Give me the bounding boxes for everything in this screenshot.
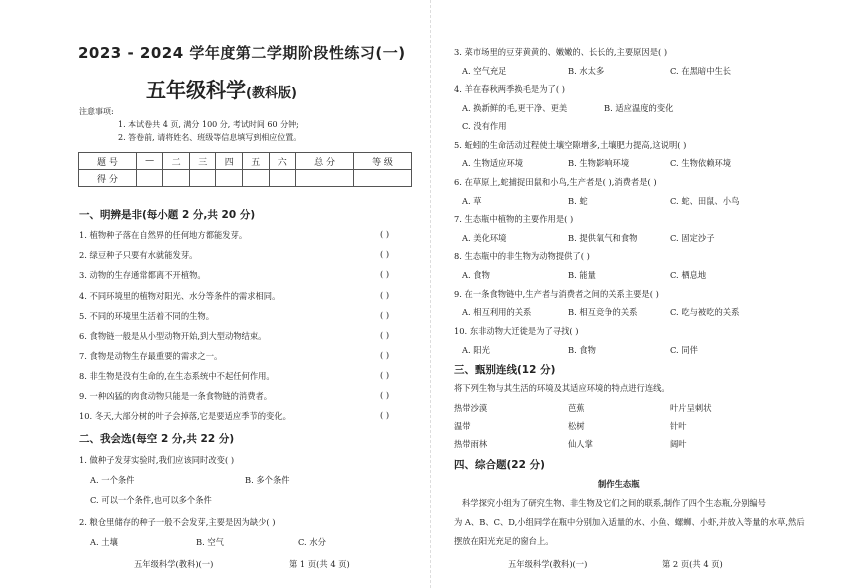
score-header-cell: 三 — [189, 153, 216, 170]
score-cell[interactable] — [216, 170, 243, 187]
section-3-instructions: 将下列生物与其生活的环境及其适应环境的特点进行连线。 — [454, 383, 670, 393]
mc-option[interactable]: A. 一个条件 — [90, 475, 135, 485]
mc-option[interactable]: A. 草 — [462, 196, 482, 206]
mc-question: 6. 在草原上,蛇捕捉田鼠和小鸟,生产者是( ),消费者是( ) — [454, 177, 657, 187]
mc-option[interactable]: A. 换新鲜的毛,更干净、更美 — [462, 103, 568, 113]
mc-option[interactable]: B. 生物影响环境 — [568, 158, 630, 168]
score-row-label: 得 分 — [79, 170, 137, 187]
mc-option[interactable]: B. 空气 — [196, 537, 224, 547]
mc-option[interactable]: B. 提供氧气和食物 — [568, 233, 638, 243]
mc-question: 3. 菜市场里的豆芽黄黄的、嫩嫩的、长长的,主要原因是( ) — [454, 47, 668, 57]
page-2 — [430, 0, 860, 588]
mc-option[interactable]: A. 生物适应环境 — [462, 158, 524, 168]
footer-subject: 五年级科学(教科)(一) — [134, 559, 214, 569]
score-header-cell: 五 — [243, 153, 270, 170]
mc-option[interactable]: C. 可以一个条件,也可以多个条件 — [90, 495, 212, 505]
score-header-cell: 二 — [163, 153, 190, 170]
mc-option[interactable]: B. 水太多 — [568, 66, 605, 76]
mc-option[interactable]: A. 美化环境 — [462, 233, 507, 243]
match-item-organism[interactable]: 松树 — [568, 421, 585, 431]
mc-option[interactable]: C. 水分 — [298, 537, 326, 547]
answer-paren[interactable]: ( ) — [380, 290, 390, 300]
answer-paren[interactable]: ( ) — [380, 370, 390, 380]
mc-question: 2. 粮仓里储存的种子一般不会发芽,主要是因为缺少( ) — [79, 517, 276, 527]
score-cell[interactable] — [243, 170, 270, 187]
footer-page-number: 第 2 页(共 4 页) — [662, 559, 723, 569]
exam-title: 2023 - 2024 学年度第二学期阶段性练习(一) — [78, 44, 406, 62]
match-item-environment[interactable]: 热带沙漠 — [454, 403, 488, 413]
score-header-cell: 总 分 — [296, 153, 354, 170]
answer-paren[interactable]: ( ) — [380, 229, 390, 239]
note-item: 1. 本试卷共 4 页, 满分 100 分, 考试时间 60 分钟; — [118, 120, 299, 129]
mc-option[interactable]: C. 吃与被吃的关系 — [670, 307, 740, 317]
answer-paren[interactable]: ( ) — [380, 310, 390, 320]
section-4-title: 四、综合题(22 分) — [454, 459, 545, 471]
score-header-cell: 四 — [216, 153, 243, 170]
section-3-title: 三、甄别连线(12 分) — [454, 364, 556, 376]
mc-option[interactable]: C. 栖息地 — [670, 270, 707, 280]
score-cell[interactable] — [269, 170, 296, 187]
section-2-title: 二、我会选(每空 2 分,共 22 分) — [79, 433, 235, 445]
match-item-feature[interactable]: 叶片呈刺状 — [670, 403, 712, 413]
exam-subject — [146, 74, 297, 103]
mc-question: 8. 生态瓶中的非生物为动物提供了( ) — [454, 251, 590, 261]
note-item: 2. 答卷前, 请将姓名、班级等信息填写到相应位置。 — [118, 133, 302, 142]
mc-option[interactable]: A. 土壤 — [90, 537, 118, 547]
notes-heading: 注意事项: — [79, 107, 114, 116]
match-item-feature[interactable]: 阔叶 — [670, 439, 687, 449]
score-cell[interactable] — [354, 170, 412, 187]
tf-question: 10. 冬天,大部分树的叶子会掉落,它是要适应季节的变化。 — [79, 411, 291, 421]
mc-question: 7. 生态瓶中植物的主要作用是( ) — [454, 214, 574, 224]
mc-question: 5. 蚯蚓的生命活动过程使土壤空隙增多,土壤肥力提高,这说明( ) — [454, 140, 687, 150]
score-cell[interactable] — [163, 170, 190, 187]
mc-option[interactable]: C. 同伴 — [670, 345, 698, 355]
tf-question: 6. 食物链一般是从小型动物开始,到大型动物结束。 — [79, 331, 267, 341]
section-4-paragraph: 科学探究小组为了研究生物、非生物及它们之间的联系,制作了四个生态瓶,分别编号 — [462, 498, 766, 508]
score-cell[interactable] — [136, 170, 162, 187]
mc-option[interactable]: B. 适应温度的变化 — [604, 103, 674, 113]
score-header-cell: 等 级 — [354, 153, 412, 170]
subject-name: 五年级科学 — [146, 78, 246, 102]
section-4-subtitle: 制作生态瓶 — [598, 479, 640, 489]
mc-option[interactable]: B. 蛇 — [568, 196, 588, 206]
score-table-score-row — [79, 170, 412, 187]
mc-question: 1. 做种子发芽实验时,我们应该同时改变( ) — [79, 455, 235, 465]
tf-question: 9. 一种凶猛的肉食动物只能是一条食物链的消费者。 — [79, 391, 273, 401]
mc-option[interactable]: B. 能量 — [568, 270, 596, 280]
score-header-cell: 六 — [269, 153, 296, 170]
score-header-cell: 题 号 — [79, 153, 137, 170]
tf-question: 5. 不同的环境里生活着不同的生物。 — [79, 311, 215, 321]
mc-option[interactable]: A. 相互利用的关系 — [462, 307, 532, 317]
answer-paren[interactable]: ( ) — [380, 410, 390, 420]
match-item-feature[interactable]: 针叶 — [670, 421, 687, 431]
mc-option[interactable]: B. 相互竞争的关系 — [568, 307, 638, 317]
tf-question: 2. 绿豆种子只要有水就能发芽。 — [79, 250, 198, 260]
answer-paren[interactable]: ( ) — [380, 390, 390, 400]
mc-question: 9. 在一条食物链中,生产者与消费者之间的关系主要是( ) — [454, 289, 659, 299]
mc-option[interactable]: C. 在黑暗中生长 — [670, 66, 732, 76]
score-table-header-row — [79, 153, 412, 170]
answer-paren[interactable]: ( ) — [380, 330, 390, 340]
answer-paren[interactable]: ( ) — [380, 249, 390, 259]
answer-paren[interactable]: ( ) — [380, 350, 390, 360]
mc-option[interactable]: A. 阳光 — [462, 345, 490, 355]
section-4-paragraph: 为 A、B、C、D,小组同学在瓶中分别加入适量的水、小鱼、螺蛳、小虾,并放入等量的水草,然后 — [454, 517, 805, 527]
mc-option[interactable]: B. 食物 — [568, 345, 596, 355]
footer-subject: 五年级科学(教科)(一) — [508, 559, 588, 569]
mc-option[interactable]: A. 食物 — [462, 270, 490, 280]
match-item-environment[interactable]: 热带雨林 — [454, 439, 488, 449]
score-cell[interactable] — [189, 170, 216, 187]
score-table — [78, 152, 412, 187]
mc-option[interactable]: C. 生物依赖环境 — [670, 158, 732, 168]
match-item-organism[interactable]: 仙人掌 — [568, 439, 593, 449]
score-cell[interactable] — [296, 170, 354, 187]
match-item-environment[interactable]: 温带 — [454, 421, 471, 431]
footer-page-number: 第 1 页(共 4 页) — [289, 559, 350, 569]
mc-option[interactable]: C. 固定沙子 — [670, 233, 715, 243]
answer-paren[interactable]: ( ) — [380, 269, 390, 279]
score-header-cell: — — [136, 153, 162, 170]
tf-question: 8. 非生物是没有生命的,在生态系统中不起任何作用。 — [79, 371, 275, 381]
mc-question: 4. 羊在春秋两季换毛是为了( ) — [454, 84, 565, 94]
section-1-title: 一、明辨是非(每小题 2 分,共 20 分) — [79, 209, 256, 221]
tf-question: 3. 动物的生存通常都离不开植物。 — [79, 270, 206, 280]
mc-option[interactable]: C. 蛇、田鼠、小鸟 — [670, 196, 740, 206]
mc-option[interactable]: A. 空气充足 — [462, 66, 507, 76]
tf-question: 4. 不同环境里的植物对阳光、水分等条件的需求相同。 — [79, 291, 281, 301]
mc-option[interactable]: C. 没有作用 — [462, 121, 507, 131]
tf-question: 1. 植物种子落在自然界的任何地方都能发芽。 — [79, 230, 248, 240]
tf-question: 7. 食物是动物生存最重要的需求之一。 — [79, 351, 223, 361]
edition-label: (教科版) — [246, 86, 297, 101]
mc-option[interactable]: B. 多个条件 — [245, 475, 290, 485]
match-item-organism[interactable]: 芭蕉 — [568, 403, 585, 413]
section-4-paragraph: 摆放在阳光充足的窗台上。 — [454, 536, 554, 546]
mc-question: 10. 东非动物大迁徙是为了寻找( ) — [454, 326, 579, 336]
